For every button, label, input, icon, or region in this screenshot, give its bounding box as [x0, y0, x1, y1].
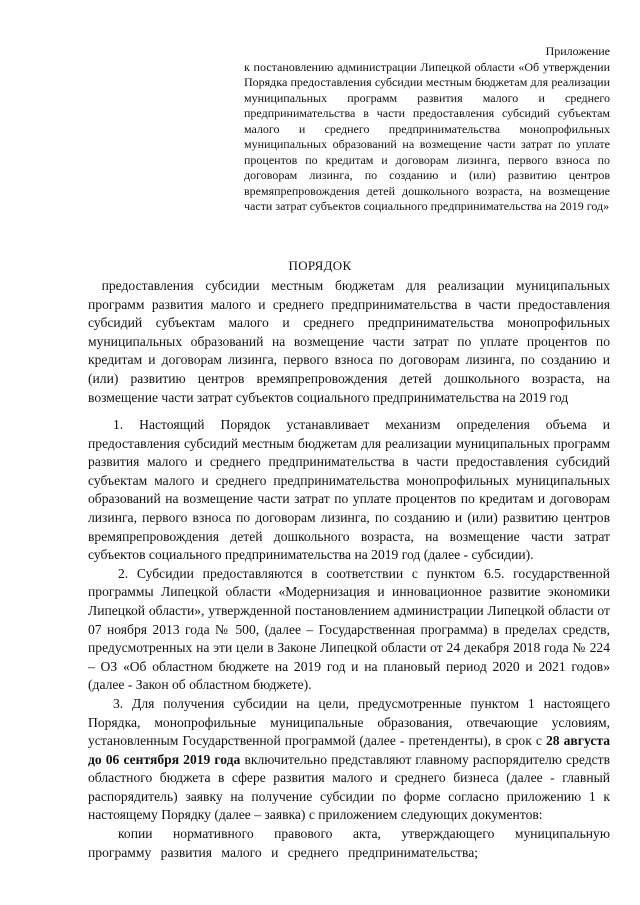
document-title: ПОРЯДОК	[288, 258, 352, 273]
paragraph-2: 2. Субсидии предоставляются в соответствии с пунктом 6.5. государственной программы Липецкой области «Модернизация и инновационное развитие экономики Липецкой области», утвержденной постановлением администрации Липецкой области от 07 ноября 2013 года № 500, (далее – Государственная программа) в пределах средств, предусмотренных на эти цели в Законе Липецкой области от 24 декабря 2018 года № 224 – ОЗ «Об областном бюджете на 2019 год и на плановый период 2020 и 2021 годов» (далее - Закон об областном бюджете).	[88, 565, 610, 693]
appendix-block	[244, 44, 610, 215]
document-subtitle: предоставления субсидии местным бюджетам для реализации муниципальных программ развития малого и среднего предпринимательства в части предоставления субсидий субъектам малого и среднего предпринимательства монопрофильных муниципальных образований на возмещение части затрат по уплате процентов по кредитам и договорам лизинга, первого взноса по договорам лизинга, по созданию и (или) развитию центров времяпрепровождения детей дошкольного возраста, на возмещение части затрат субъектов социального предпринимательства на 2019 год	[88, 278, 610, 405]
appendix-heading: Приложение	[545, 44, 610, 58]
appendix-text: к постановлению администрации Липецкой области «Об утверждении Порядка предоставления субсидии местным бюджетам для реализации муниципальных программ развития малого и среднего предпринимательства в части предоставления субсидий субъектам малого и среднего предпринимательства монопрофильных муниципальных образований на возмещение части затрат по уплате процентов по кредитам и договорам лизинга, первого взноса по договорам лизинга, по созданию и (или) развитию центров времяпрепровождения детей дошкольного возраста, на возмещение части затрат субъектов социального предпринимательства на 2019 год»	[244, 59, 610, 213]
paragraph-3	[88, 695, 610, 825]
paragraph-3-deadline: 28 августа до 06 сентября 2019 года	[88, 733, 610, 767]
document-body	[88, 416, 610, 862]
paragraph-1: 1. Настоящий Порядок устанавливает механизм определения объема и предоставления субсидий местным бюджетам для реализации муниципальных программ развития малого и среднего предпринимательства в части предоставления субсидий субъектам малого и среднего предпринимательства монопрофильных муниципальных образований на возмещение части затрат по уплате процентов по кредитам и договорам лизинга, первого взноса по договорам лизинга, по созданию и (или) развитию центров времяпрепровождения детей дошкольного возраста, на возмещение части затрат субъектов социального предпринимательства на 2019 год (далее - субсидии).	[88, 417, 610, 563]
paragraph-3-end: включительно представляют главному распорядителю средств областного бюджета в сфере развития малого и среднего бизнеса (далее - главный распорядитель) заявку на получение субсидии по форме согласно приложению 1 к настоящему Порядку (далее – заявка) с приложением следующих документов:	[88, 751, 611, 823]
paragraph-3-start: 3. Для получения субсидии на цели, предусмотренные пунктом 1 настоящего Порядка, монопрофильные муниципальные образования, отвечающие условиям, установленным Государственной программой (далее - претенденты), в срок с	[88, 695, 610, 749]
paragraph-4: копии нормативного правового акта, утверждающего муниципальную программу развития малого и среднего предпринимательства;	[88, 826, 610, 860]
